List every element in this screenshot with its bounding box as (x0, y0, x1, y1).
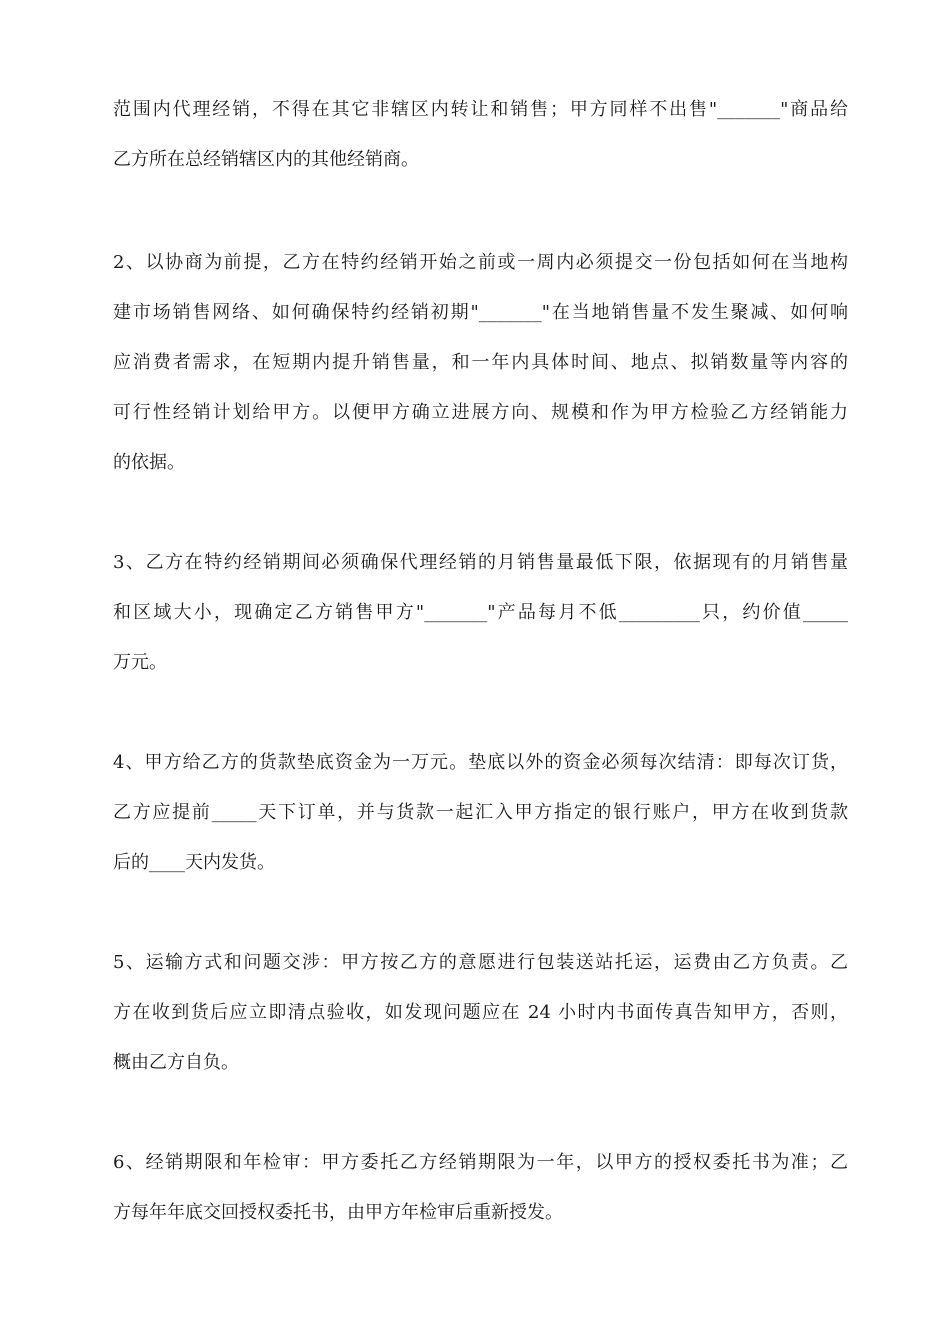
clause-2 (113, 245, 848, 495)
text-line: 应消费者需求，在短期内提升销售量，和一年内具体时间、地点、拟销数量等内容的 (113, 352, 848, 373)
text-line: 4、甲方给乙方的货款垫底资金为一万元。垫底以外的资金必须每次结清：即每次订货， (113, 752, 848, 773)
text-line: 概由乙方自负。 (113, 1052, 239, 1073)
text-line: 和区域大小，现确定乙方销售甲方"_______"产品每月不低_________只，约价值_____ (113, 602, 848, 623)
clause-3 (113, 545, 848, 695)
text-line: 建市场销售网络、如何确保特约经销初期"_______"在当地销售量不发生聚减、如何响 (113, 302, 848, 323)
text-line: 乙方应提前_____天下订单，并与货款一起汇入甲方指定的银行账户，甲方在收到货款 (113, 802, 848, 823)
clause-5 (113, 945, 848, 1095)
text-line: 方在收到货后应立即清点验收，如发现问题应在 24 小时内书面传真告知甲方，否则， (113, 1002, 848, 1023)
clause-4 (113, 745, 848, 895)
text-line: 2、以协商为前提，乙方在特约经销开始之前或一周内必须提交一份包括如何在当地构 (113, 252, 848, 273)
text-line: 5、运输方式和问题交涉：甲方按乙方的意愿进行包装送站托运，运费由乙方负责。乙 (113, 952, 848, 973)
clause-1-continuation (113, 92, 848, 192)
text-line: 范围内代理经销，不得在其它非辖区内转让和销售；甲方同样不出售"_______"商品给 (113, 99, 848, 120)
text-line: 方每年年底交回授权委托书，由甲方年检审后重新授发。 (113, 1202, 563, 1223)
clause-6 (113, 1145, 848, 1245)
text-line: 可行性经销计划给甲方。以便甲方确立进展方向、规模和作为甲方检验乙方经销能力 (113, 402, 848, 423)
text-line: 万元。 (113, 652, 167, 673)
text-line: 3、乙方在特约经销期间必须确保代理经销的月销售量最低下限，依据现有的月销售量 (113, 552, 848, 573)
text-line: 的依据。 (113, 452, 185, 473)
text-line: 6、经销期限和年检审：甲方委托乙方经销期限为一年，以甲方的授权委托书为准；乙 (113, 1152, 848, 1173)
text-line: 后的____天内发货。 (113, 852, 275, 873)
text-line: 乙方所在总经销辖区内的其他经销商。 (113, 149, 419, 170)
